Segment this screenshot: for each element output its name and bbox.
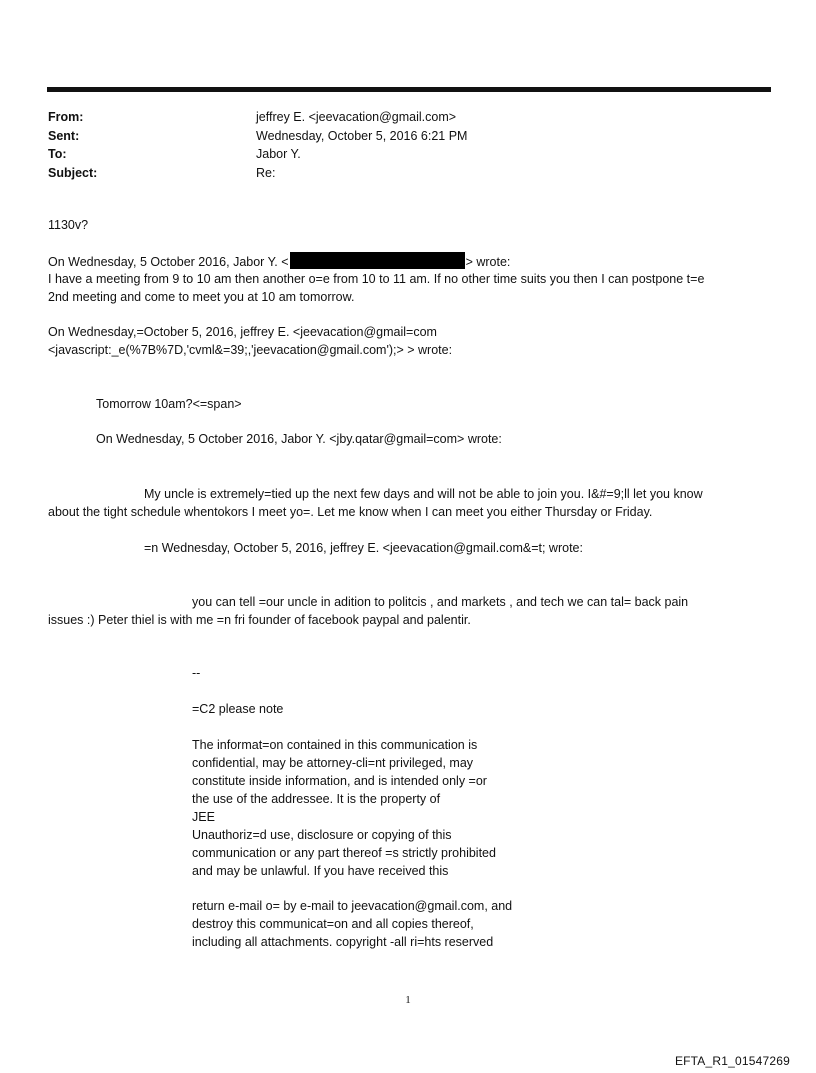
email-header: [48, 108, 748, 182]
disclaimer-line: The informat=on contained in this communication is: [192, 738, 478, 752]
subject-value: Re:: [256, 165, 276, 180]
disclaimer-paragraph-2: [192, 897, 512, 951]
signature-separator: --: [192, 666, 201, 680]
to-value: Jabor Y.: [256, 147, 301, 161]
disclaimer-line: including all attachments. copyright -all ri=hts reserved: [192, 935, 494, 949]
quote-attribution-1: [48, 252, 510, 271]
disclaimer-line: confidential, may be attorney-cli=nt privileged, may: [192, 756, 474, 770]
subject-label: Subject:: [48, 165, 98, 180]
from-value: jeffrey E. <jeevacation@gmail.com>: [256, 110, 457, 124]
message-4-line-2: issues :) Peter thiel is with me =n fri founder of facebook paypal and palentir.: [48, 613, 471, 627]
message-3-line-1: My uncle is extremely=tied up the next few days and will not be able to join you. I&#=9;ll let you know: [144, 487, 703, 501]
disclaimer-line: constitute inside information, and is intended only =or: [192, 774, 487, 788]
disclaimer-line: communication or any part thereof =s strictly prohibited: [192, 846, 496, 860]
message-3-line-2: about the tight schedule whentokors I meet yo=. Let me know when I can meet you either Thursday or Friday.: [48, 505, 653, 519]
message-2: Tomorrow 10am?<=span>: [96, 397, 242, 411]
disclaimer-line: Unauthoriz=d use, disclosure or copying of this: [192, 828, 452, 842]
from-row: [48, 108, 748, 127]
reply-text: 1130v?: [48, 218, 89, 232]
from-label: From:: [48, 110, 84, 124]
to-label: To:: [48, 147, 67, 161]
sent-row: [48, 127, 748, 146]
quote-attribution-2-line-1: On Wednesday,=October 5, 2016, jeffrey E. <jeevacation@gmail=com: [48, 325, 437, 339]
disclaimer-line: destroy this communicat=on and all copies thereof,: [192, 917, 474, 931]
disclaimer-line: JEE: [192, 810, 215, 824]
signature-note: =C2 please note: [192, 702, 284, 716]
redaction-block: [290, 252, 465, 269]
disclaimer-paragraph-1: [192, 736, 496, 880]
quote-attribution-3: On Wednesday, 5 October 2016, Jabor Y. <jby.qatar@gmail=com> wrote:: [96, 432, 502, 446]
header-rule: [47, 87, 771, 92]
sent-label: Sent:: [48, 128, 80, 143]
sent-value: Wednesday, October 5, 2016 6:21 PM: [256, 128, 468, 143]
page-number: 1: [405, 994, 411, 1006]
quote-attribution-1-post: > wrote:: [465, 255, 511, 269]
quote-attribution-1-pre: On Wednesday, 5 October 2016, Jabor Y. <: [48, 255, 289, 269]
document-id-stamp: EFTA_R1_01547269: [674, 1054, 790, 1068]
disclaimer-line: the use of the addressee. It is the property of: [192, 792, 441, 806]
message-4-line-1: you can tell =our uncle in adition to politcis , and markets , and tech we can tal= back pain: [192, 595, 689, 609]
quote-attribution-2-line-2: <javascript:_e(%7B%7D,'cvml&=39;,'jeevacation@gmail.com');> > wrote:: [48, 343, 453, 357]
disclaimer-line: and may be unlawful. If you have received this: [192, 864, 449, 878]
message-1-line-1: I have a meeting from 9 to 10 am then another o=e from 10 to 11 am. If no other time suits you then I can postpone t=e: [48, 272, 705, 286]
quote-attribution-4: =n Wednesday, October 5, 2016, jeffrey E. <jeevacation@gmail.com&=t; wrote:: [144, 541, 583, 555]
disclaimer-line: return e-mail o= by e-mail to jeevacation@gmail.com, and: [192, 899, 513, 913]
subject-row: [48, 164, 748, 183]
message-1-line-2: 2nd meeting and come to meet you at 10 am tomorrow.: [48, 290, 355, 304]
to-row: [48, 145, 748, 164]
